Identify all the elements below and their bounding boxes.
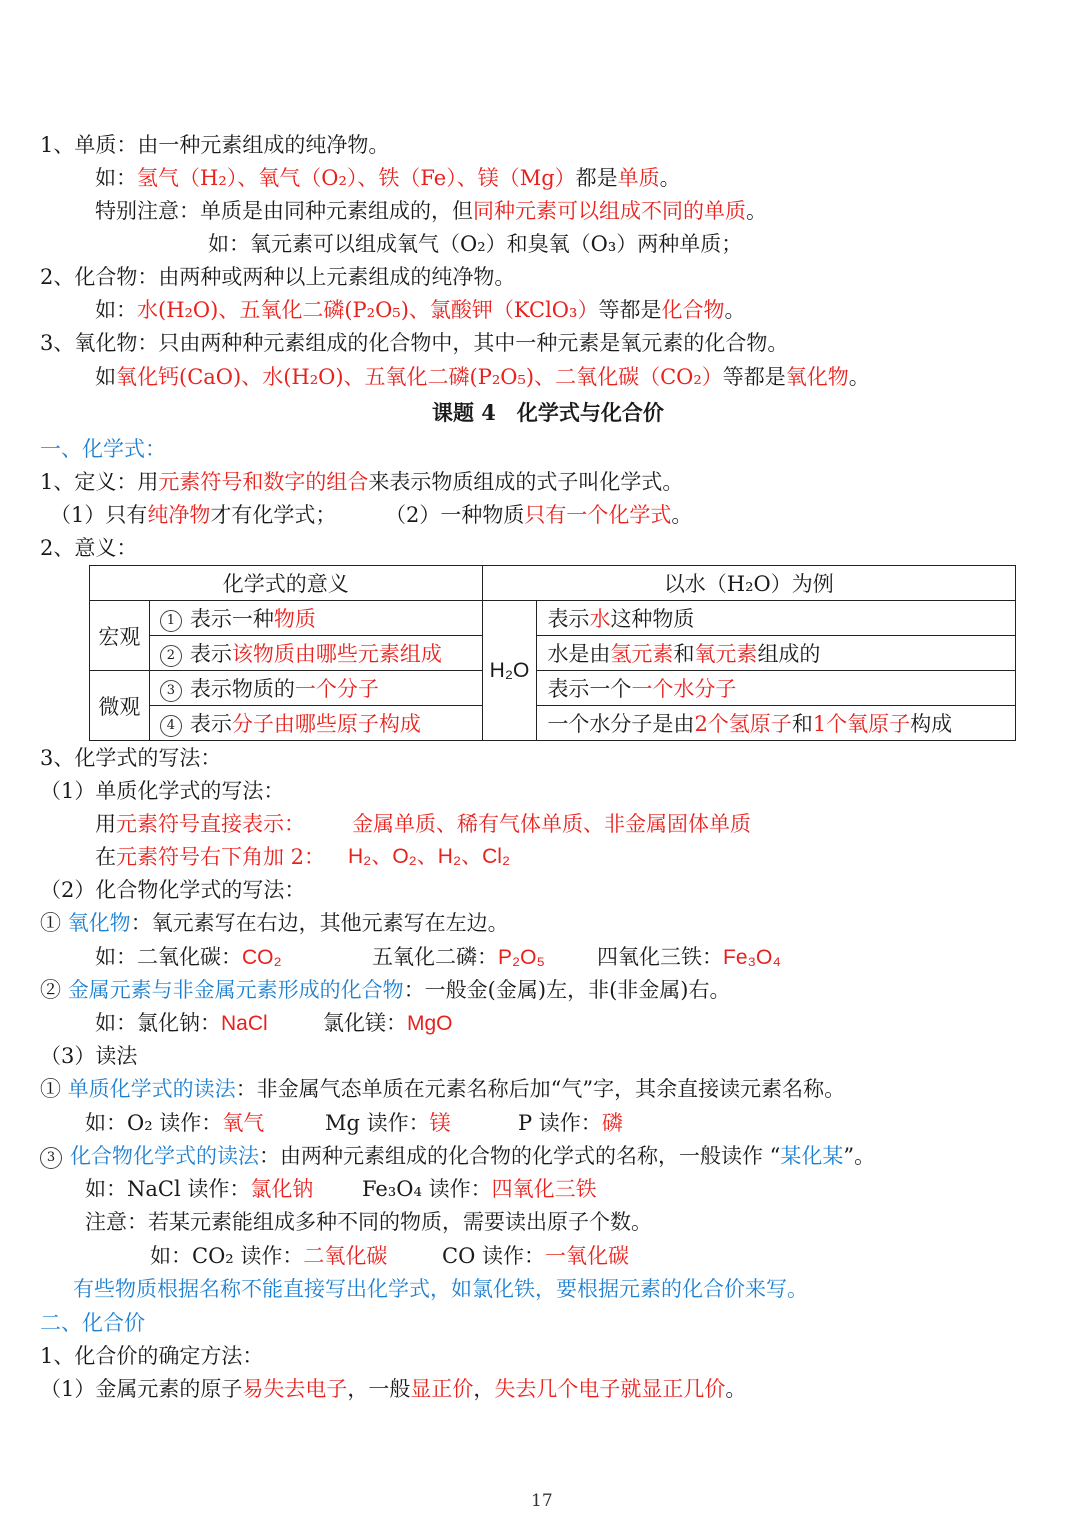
table-row xyxy=(90,636,1016,671)
lesson-title: 课题 4 化学式与化合价 xyxy=(432,400,664,425)
formula-meaning-table xyxy=(89,565,1016,741)
oxide-definition: 3、氧化物：只由两种种元素组成的化合物中，其中一种元素是氧元素的化合物。 xyxy=(40,331,789,355)
table-row xyxy=(90,601,1016,636)
oxide-writing-example-2: 五氧化二磷：P₂O₅ xyxy=(372,945,545,969)
valence-method-heading: 1、化合价的确定方法： xyxy=(40,1344,264,1368)
formula-note-2: （2）一种物质只有一个化学式。 xyxy=(385,503,693,527)
simple-formula-rule-2: 在元素符号右下角加 2： xyxy=(95,845,326,869)
tip-text: 有些物质根据名称不能直接写出化学式，如氯化铁，要根据元素的化合价来写。 xyxy=(73,1277,808,1301)
simple-formula-rule-1-items: 金属单质、稀有气体单质、非金属固体单质 xyxy=(352,812,751,836)
term: 单质： xyxy=(74,133,138,157)
example-cell: 一个水分子是由2个氢原子和1个氧原子构成 xyxy=(537,706,1016,741)
item-number: 1、 xyxy=(40,133,75,157)
category-cell: 宏观 xyxy=(90,601,150,671)
section-heading-chemical-formula: 一、化学式： xyxy=(40,437,166,461)
formula-cell: H₂O xyxy=(482,601,537,741)
reading-note: 注意：若某元素能组成多种不同的物质，需要读出原子个数。 xyxy=(85,1210,652,1234)
example-cell: 表示水这种物质 xyxy=(537,601,1016,636)
table-header: 以水（H₂O）为例 xyxy=(482,566,1015,601)
simple-substance-definition xyxy=(40,130,389,160)
formula-note-1: （1）只有纯净物才有化学式； xyxy=(50,503,337,527)
highlight-text: 同种元素可以组成不同的单质 xyxy=(473,199,746,223)
table-row xyxy=(90,671,1016,706)
compound-reading-example-2: Fe₃O₄ 读作：四氧化三铁 xyxy=(362,1177,597,1201)
example-cell: 水是由氢元素和氧元素组成的 xyxy=(537,636,1016,671)
meaning-heading: 2、意义： xyxy=(40,536,138,560)
meaning-cell: 2 表示该物质由哪些元素组成 xyxy=(149,636,482,671)
table-header: 化学式的意义 xyxy=(90,566,483,601)
oxide-writing-example-1: 如：二氧化碳：CO₂ xyxy=(95,945,282,969)
meaning-cell: 3 表示物质的一个分子 xyxy=(149,671,482,706)
reading-note-example-1: 如：CO₂ 读作：二氧化碳 xyxy=(150,1244,388,1268)
page-number: 17 xyxy=(531,1491,553,1511)
definition: 由一种元素组成的纯净物。 xyxy=(137,133,390,157)
formula-definition: 1、定义：用元素符号和数字的组合来表示物质组成的式子叫化学式。 xyxy=(40,470,684,494)
example-list: 氢气（H₂）、氧气（O₂）、铁（Fe）、镁（Mg） xyxy=(137,166,576,190)
table-row xyxy=(90,706,1016,741)
special-note: 特别注意：单质是由同种元素组成的，但同种元素可以组成不同的单质。 xyxy=(95,199,767,223)
compound-reading-rule: 3 化合物化学式的读法：由两种元素组成的化合物的化学式的名称，一般读作 “某化某”。 xyxy=(40,1141,875,1171)
oxide-examples: 如氧化钙(CaO)、水(H₂O)、五氧化二磷(P₂O₅)、二氧化碳（CO₂）等都是氧化物。 xyxy=(95,365,870,389)
section-heading-valence: 二、化合价 xyxy=(40,1311,145,1335)
salt-writing-example-2: 氯化镁：MgO xyxy=(323,1011,453,1035)
writing-heading: 3、化学式的写法： xyxy=(40,746,222,770)
compound-formula-writing-heading: （2）化合物化学式的写法： xyxy=(40,878,306,902)
oxide-writing-example-3: 四氧化三铁：Fe₃O₄ xyxy=(597,945,781,969)
simple-reading-rule: ① 单质化学式的读法：非金属气态单质在元素名称后加“气”字，其余直接读元素名称。 xyxy=(40,1077,846,1101)
salt-writing-example-1: 如：氯化钠：NaCl xyxy=(95,1011,268,1035)
meaning-cell: 1 表示一种物质 xyxy=(149,601,482,636)
simple-reading-example-3: P 读作：磷 xyxy=(518,1111,623,1135)
simple-formula-rule-1: 用元素符号直接表示： xyxy=(95,812,305,836)
valence-method-1: （1）金属元素的原子易失去电子，一般显正价，失去几个电子就显正几价。 xyxy=(40,1377,747,1401)
oxide-writing-rule: ① 氧化物：氧元素写在右边，其他元素写在左边。 xyxy=(40,911,509,935)
salt-writing-rule: ② 金属元素与非金属元素形成的化合物：一般金(金属)左，非(非金属)右。 xyxy=(40,978,731,1002)
meaning-cell: 4 表示分子由哪些原子构成 xyxy=(149,706,482,741)
table-header-row xyxy=(90,566,1016,601)
example-cell: 表示一个一个水分子 xyxy=(537,671,1016,706)
compound-examples: 如：水(H₂O)、五氧化二磷(P₂O₅)、氯酸钾（KClO₃）等都是化合物。 xyxy=(95,298,746,322)
special-note-example: 如：氧元素可以组成氧气（O₂）和臭氧（O₃）两种单质； xyxy=(208,232,743,256)
simple-reading-example-2: Mg 读作：镁 xyxy=(325,1111,451,1135)
compound-definition: 2、化合物：由两种或两种以上元素组成的纯净物。 xyxy=(40,265,516,289)
simple-formula-writing-heading: （1）单质化学式的写法： xyxy=(40,779,285,803)
reading-note-example-2: CO 读作：一氧化碳 xyxy=(442,1244,629,1268)
simple-substance-examples: 如：氢气（H₂）、氧气（O₂）、铁（Fe）、镁（Mg）都是单质。 xyxy=(95,166,681,190)
simple-formula-rule-2-items: H₂、O₂、H₂、Cl₂ xyxy=(348,845,511,868)
compound-reading-example-1: 如：NaCl 读作：氯化钠 xyxy=(85,1177,314,1201)
simple-reading-example-1: 如：O₂ 读作：氧气 xyxy=(85,1111,265,1135)
reading-heading: （3）读法 xyxy=(40,1044,138,1068)
category-cell: 微观 xyxy=(90,671,150,741)
